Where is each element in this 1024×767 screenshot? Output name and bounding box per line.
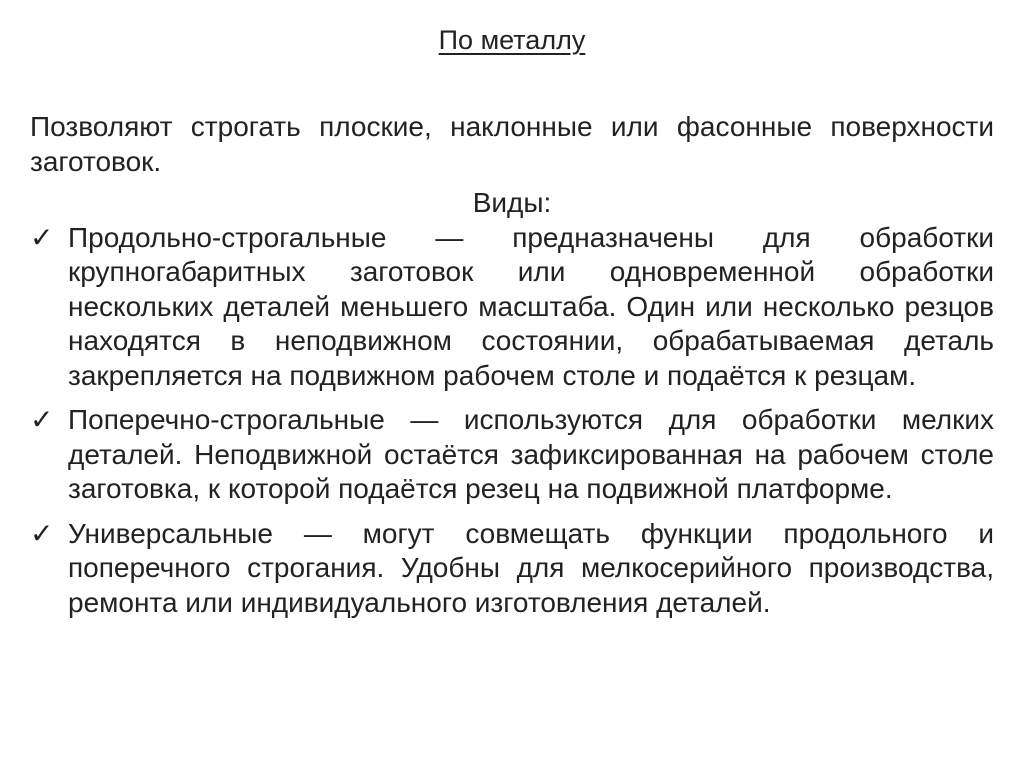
- list-item-transverse: [30, 403, 994, 507]
- list-item-text: Универсальные — могут совмещать функции продольного и поперечного строгания. Удобны для мелкосерийного производства, ремонта или индивидуального изготовления деталей.: [68, 517, 994, 618]
- list-item-text: Поперечно-строгальные — используются для обработки мелких деталей. Неподвижной остаётся зафиксированная на рабочем столе заготовка, к которой подаётся резец на подвижной платформе.: [68, 404, 994, 504]
- intro-paragraph: Позволяют строгать плоские, наклонные или фасонные поверхности заготовок.: [30, 111, 994, 177]
- slide-title-text: По металлу: [438, 25, 586, 55]
- types-list: [30, 221, 994, 621]
- list-item-longitudinal: [30, 221, 994, 394]
- check-mark-icon: ✓: [30, 221, 54, 253]
- list-item-universal: [30, 517, 994, 621]
- list-item-text: Продольно-строгальные — предназначены для обработки крупногабаритных заготовок или одновременной обработки нескольких деталей меньшего масштаба. Один или несколько резцов находятся в неподвижном состоянии, обрабатываемая деталь закрепляется на подвижном рабочем столе и подаётся к резцам.: [68, 221, 994, 391]
- slide-title: [0, 22, 1024, 58]
- slide-content: [30, 110, 994, 620]
- check-mark-icon: ✓: [30, 404, 54, 435]
- types-heading: Виды:: [472, 187, 552, 218]
- check-mark-icon: ✓: [30, 517, 54, 549]
